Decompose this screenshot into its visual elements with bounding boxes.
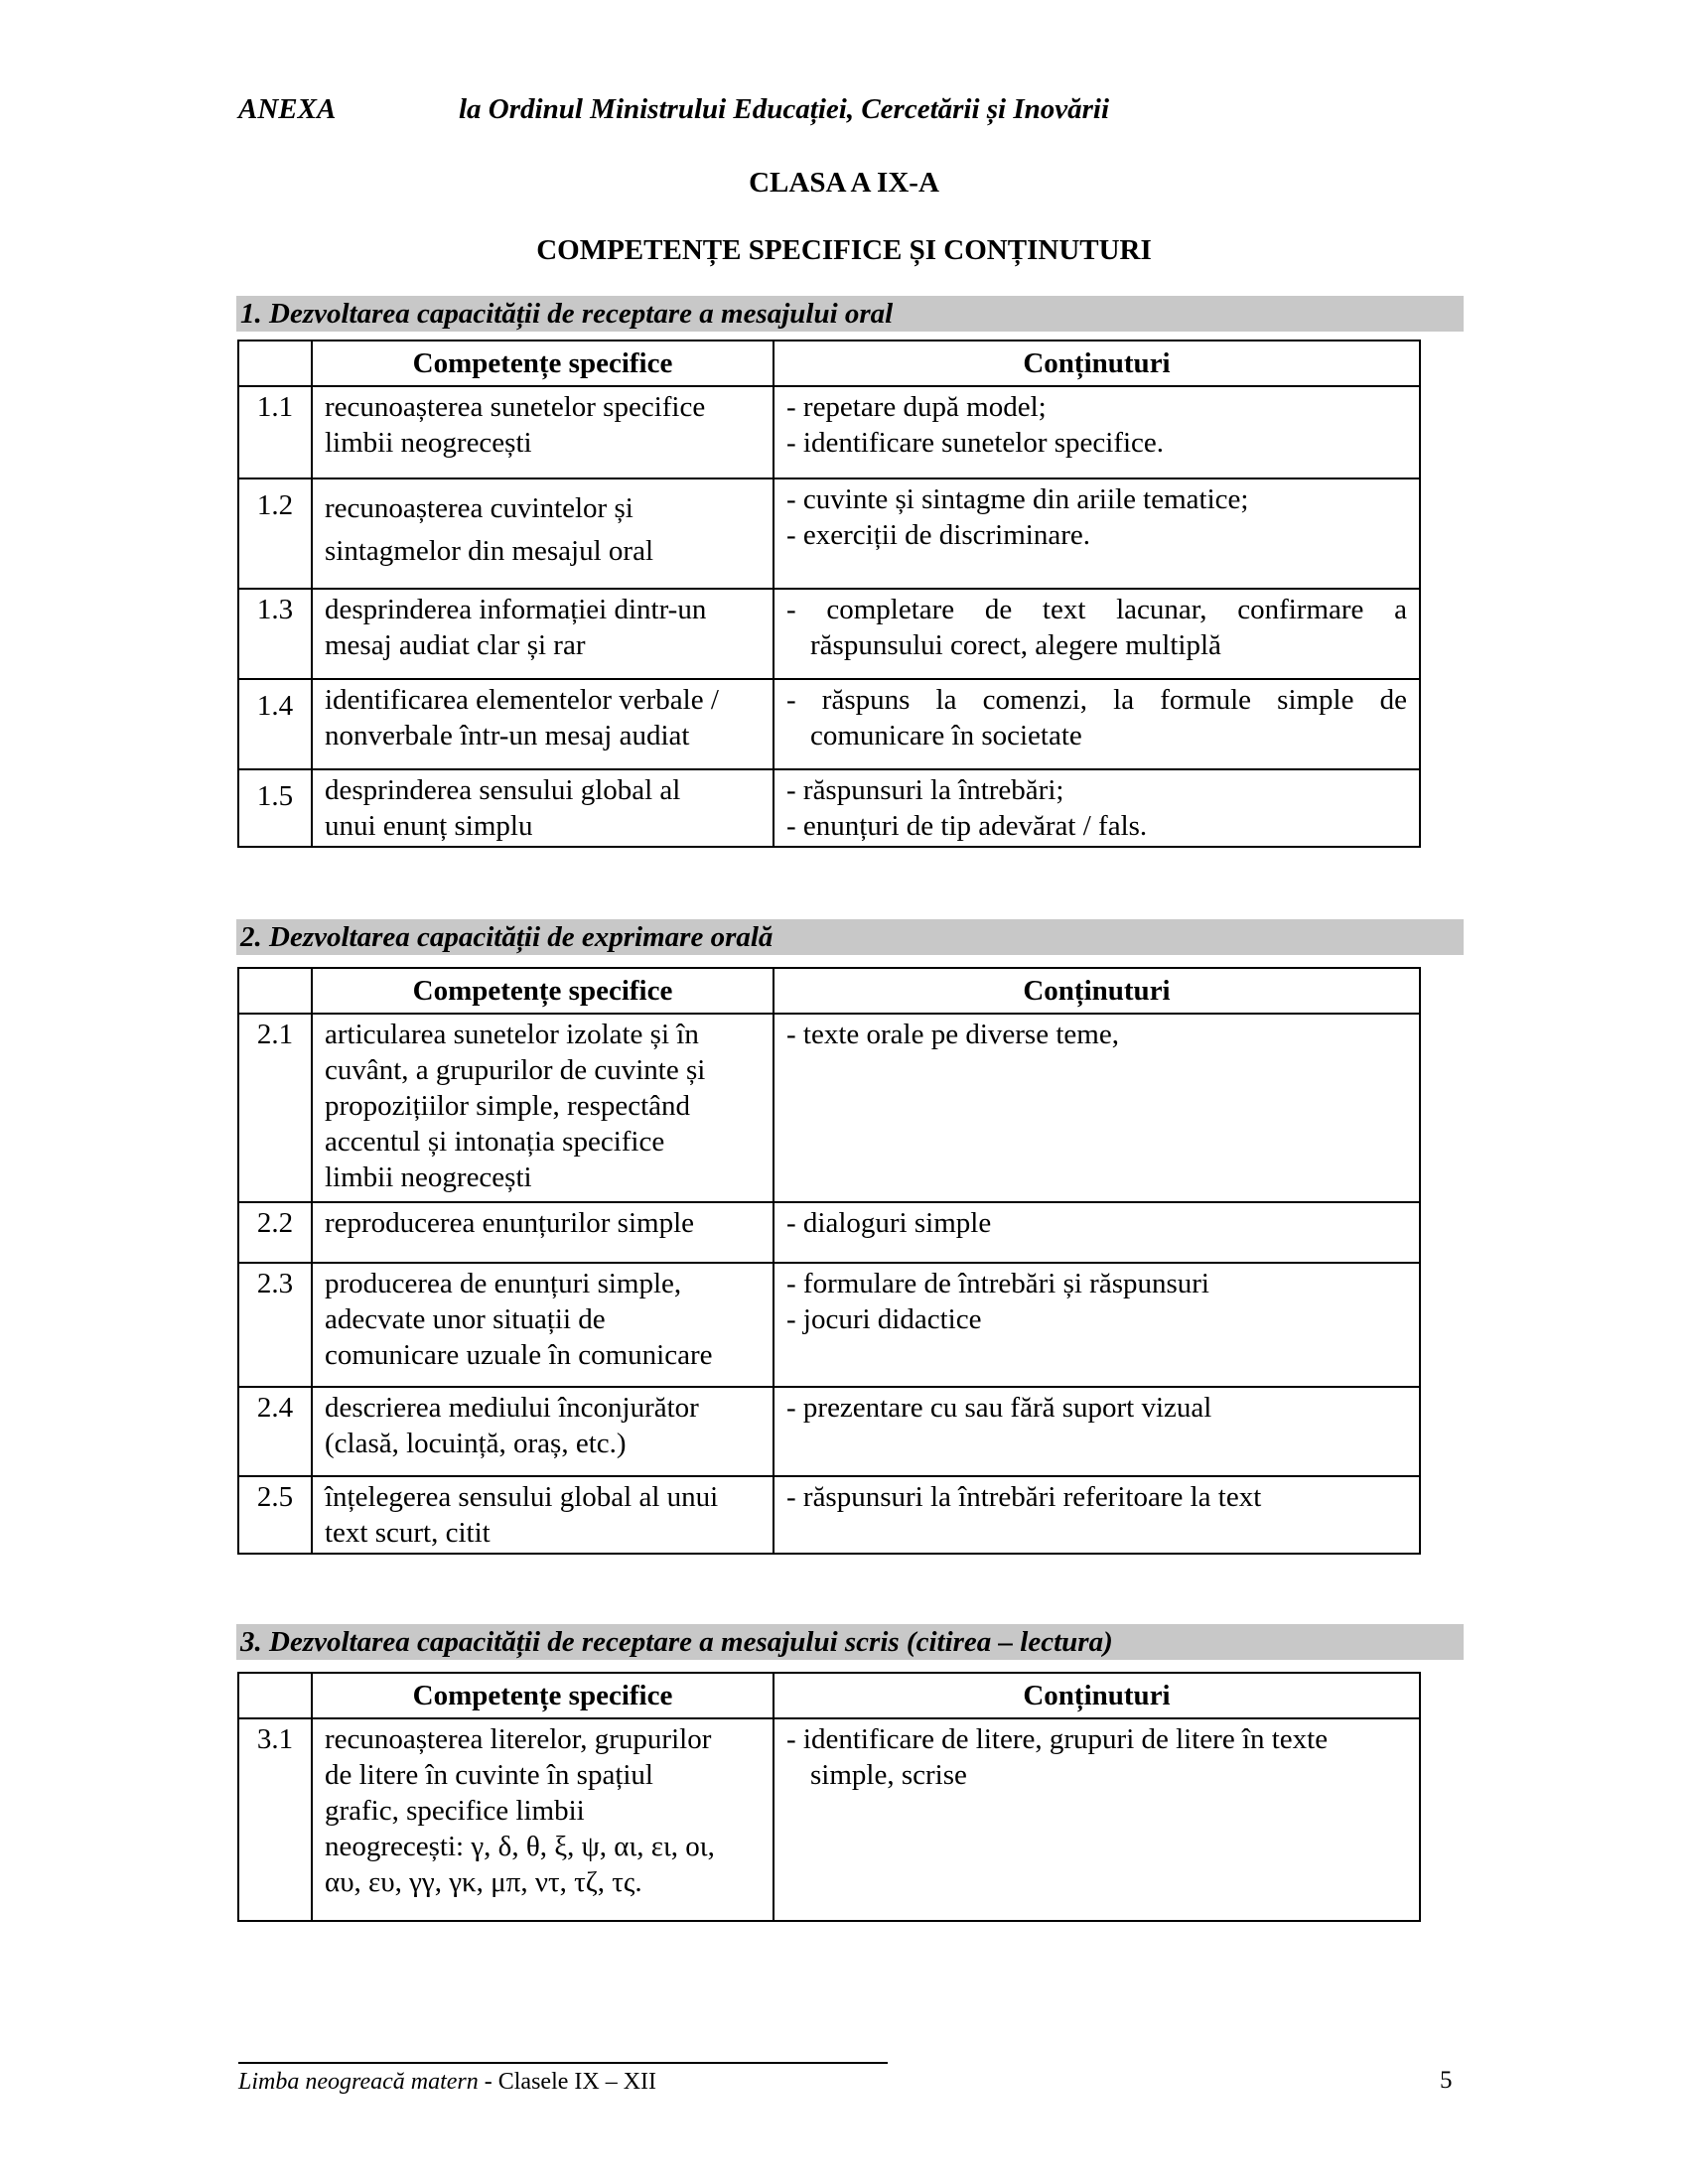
column-header-continuturi: Conținuturi <box>774 968 1420 1014</box>
competence-cell: articularea sunetelor izolate și în cuvânt, a grupurilor de cuvinte și propozițiilor simple, respectând accentul și intonația specifice limbii neogrecești <box>312 1014 774 1202</box>
row-number: 3.1 <box>238 1718 312 1921</box>
row-number: 2.3 <box>238 1263 312 1387</box>
row-number: 1.2 <box>238 478 312 589</box>
content-cell: - răspunsuri la întrebări; - enunțuri de tip adevărat / fals. <box>774 769 1420 847</box>
table-row <box>238 1387 1420 1476</box>
row-number: 2.1 <box>238 1014 312 1202</box>
section-1-title: 1. Dezvoltarea capacității de receptare a mesajului oral <box>236 296 1464 332</box>
column-header-continuturi: Conținuturi <box>774 1673 1420 1718</box>
content-cell: - prezentare cu sau fără suport vizual <box>774 1387 1420 1476</box>
competence-cell: descrierea mediului înconjurător (clasă, locuință, oraș, etc.) <box>312 1387 774 1476</box>
table-row <box>238 1202 1420 1263</box>
content-cell: - repetare după model; - identificare sunetelor specifice. <box>774 386 1420 478</box>
footer-title <box>238 2069 656 2096</box>
header-annex: ANEXA <box>238 93 337 125</box>
table-header-row <box>238 968 1420 1014</box>
competence-cell: desprinderea sensului global al unui enunț simplu <box>312 769 774 847</box>
competence-cell: recunoașterea literelor, grupurilor de litere în cuvinte în spațiul grafic, specifice limbii neogrecești: γ, δ, θ, ξ, ψ, αι, ει, οι, αυ, ευ, γγ, γκ, μπ, ντ, τζ, τς. <box>312 1718 774 1921</box>
competence-cell: identificarea elementelor verbale / nonverbale într-un mesaj audiat <box>312 679 774 769</box>
table-row <box>238 679 1420 769</box>
table-row <box>238 1014 1420 1202</box>
row-number: 2.2 <box>238 1202 312 1263</box>
content-cell: - răspuns la comenzi, la formule simple de comunicare în societate <box>774 679 1420 769</box>
table-row <box>238 478 1420 589</box>
footer-divider <box>238 2062 888 2064</box>
competence-cell: înțelegerea sensului global al unui text scurt, citit <box>312 1476 774 1554</box>
column-header-competente: Competențe specifice <box>312 341 774 386</box>
column-header-competente: Competențe specifice <box>312 968 774 1014</box>
section-3-table <box>237 1672 1421 1922</box>
competence-cell: reproducerea enunțurilor simple <box>312 1202 774 1263</box>
section-2-title: 2. Dezvoltarea capacității de exprimare orală <box>236 919 1464 955</box>
table-row <box>238 1263 1420 1387</box>
table-row <box>238 1718 1420 1921</box>
competence-cell: producerea de enunțuri simple, adecvate unor situații de comunicare uzuale în comunicare <box>312 1263 774 1387</box>
content-cell: - completare de text lacunar, confirmare a răspunsului corect, alegere multiplă <box>774 589 1420 679</box>
content-cell: - formulare de întrebări și răspunsuri - jocuri didactice <box>774 1263 1420 1387</box>
row-number: 2.5 <box>238 1476 312 1554</box>
footer-title-rest: - Clasele IX – XII <box>478 2069 657 2095</box>
content-cell: - cuvinte și sintagme din ariile tematice; - exerciții de discriminare. <box>774 478 1420 589</box>
class-title: CLASA A IX-A <box>749 167 939 199</box>
section-2-table <box>237 967 1421 1555</box>
table-header-row <box>238 341 1420 386</box>
competence-cell: recunoașterea sunetelor specifice limbii neogrecești <box>312 386 774 478</box>
header-order: la Ordinul Ministrului Educației, Cercetării și Inovării <box>459 93 1110 125</box>
competence-cell: desprinderea informației dintr-un mesaj audiat clar și rar <box>312 589 774 679</box>
row-number: 1.1 <box>238 386 312 478</box>
row-number: 1.5 <box>238 769 312 847</box>
section-1-table <box>237 340 1421 848</box>
content-cell: - texte orale pe diverse teme, <box>774 1014 1420 1202</box>
table-row <box>238 1476 1420 1554</box>
column-header-continuturi: Conținuturi <box>774 341 1420 386</box>
table-row <box>238 769 1420 847</box>
row-number: 2.4 <box>238 1387 312 1476</box>
content-cell: - răspunsuri la întrebări referitoare la text <box>774 1476 1420 1554</box>
row-number: 1.4 <box>238 679 312 769</box>
page-number: 5 <box>1440 2067 1453 2094</box>
table-row <box>238 589 1420 679</box>
content-cell: - dialoguri simple <box>774 1202 1420 1263</box>
section-3-title: 3. Dezvoltarea capacității de receptare a mesajului scris (citirea – lectura) <box>236 1624 1464 1660</box>
row-number: 1.3 <box>238 589 312 679</box>
competence-cell: recunoașterea cuvintelor și sintagmelor din mesajul oral <box>312 478 774 589</box>
content-cell: - identificare de litere, grupuri de litere în texte simple, scrise <box>774 1718 1420 1921</box>
footer-title-italic: Limba neogreacă matern <box>238 2069 479 2095</box>
table-row <box>238 386 1420 478</box>
table-header-row <box>238 1673 1420 1718</box>
column-header-competente: Competențe specifice <box>312 1673 774 1718</box>
document-title: COMPETENȚE SPECIFICE ȘI CONȚINUTURI <box>536 234 1152 266</box>
